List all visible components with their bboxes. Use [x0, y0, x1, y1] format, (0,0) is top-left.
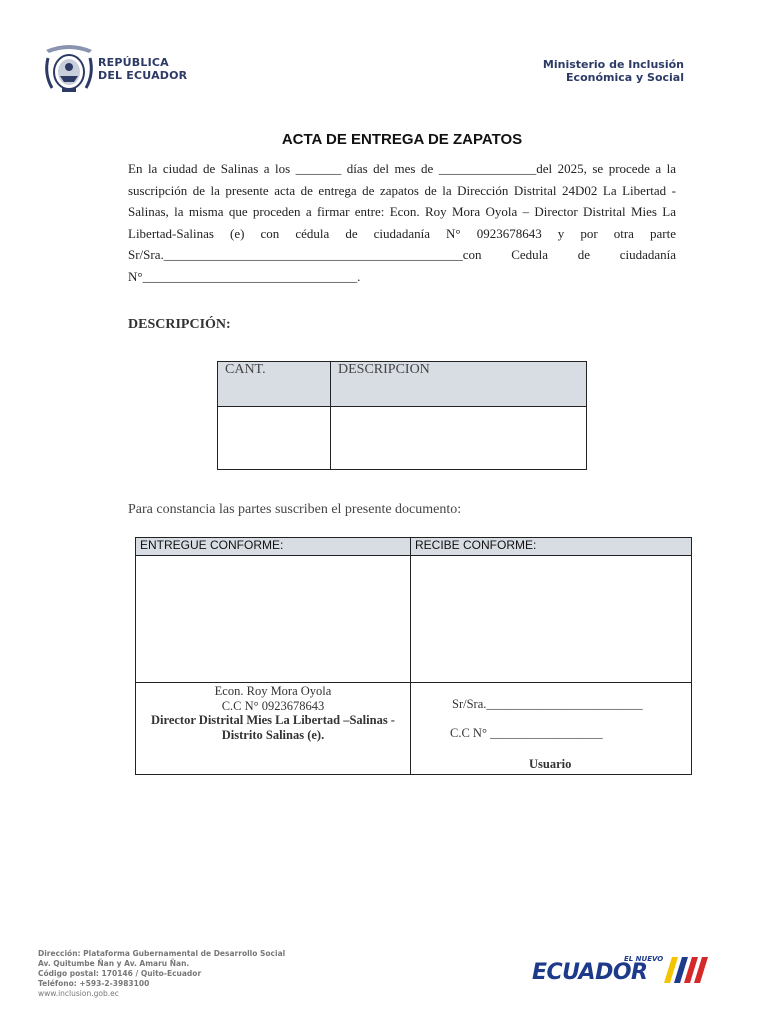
paragraph-line: N°_________________________________.	[128, 268, 361, 284]
el-nuevo-ecuador-logo	[532, 955, 712, 989]
delivered-header: ENTREGUE CONFORME:	[136, 538, 411, 556]
document-title: ACTA DE ENTREGA DE ZAPATOS	[281, 131, 523, 148]
constancia-text: Para constancia las partes suscriben el presente documento:	[128, 502, 462, 517]
republic-line-2: DEL ECUADOR	[98, 69, 188, 82]
paragraph-line: En la ciudad de Salinas a los _______ días del mes de _______________del 2025, se procede a la	[128, 161, 676, 176]
brand-small-text: EL NUEVO	[624, 955, 664, 963]
ministry-line-2: Económica y Social	[566, 71, 684, 84]
items-table-header	[218, 362, 587, 407]
description-header: DESCRIPCION	[331, 362, 587, 407]
intro-paragraph	[128, 158, 676, 288]
republica-ecuador-logo	[40, 38, 190, 98]
signature-space-row	[136, 556, 692, 683]
footer-line-4: Teléfono: +593-2-3983100	[38, 979, 150, 988]
signature-details-row	[136, 683, 692, 775]
qty-header: CANT.	[218, 362, 331, 407]
ministry-line-1: Ministerio de Inclusión	[542, 58, 684, 71]
delivered-signatory	[136, 683, 411, 775]
received-signatory	[411, 683, 692, 775]
paragraph-line: Sr/Sra.______________________________________________con Cedula de ciudadanía	[128, 247, 676, 263]
description-heading: DESCRIPCIÓN:	[128, 317, 231, 332]
footer-address	[38, 949, 285, 999]
signature-table-header	[136, 538, 692, 556]
ministry-name	[543, 58, 684, 84]
received-signature-space	[411, 556, 692, 683]
items-table-row	[218, 407, 587, 470]
paragraph-line: suscripción de la presente acta de entrega de zapatos de la Dirección Distrital 24D02 La Libertad -	[128, 182, 676, 198]
received-role: Usuario	[529, 757, 572, 771]
delivered-id: C.C N° 0923678643	[221, 698, 325, 713]
brand-big-text: ECUADOR	[532, 960, 648, 985]
items-table	[217, 361, 587, 470]
delivered-title: Director Distrital Mies La Libertad –Salinas - Distrito Salinas (e).	[151, 713, 395, 742]
paragraph-line: Libertad-Salinas (e) con cédula de ciudadanía N° 0923678643 y por otra parte	[128, 225, 676, 241]
footer-line-3: Código postal: 170146 / Quito-Ecuador	[38, 969, 202, 978]
received-name: Sr/Sra._________________________	[452, 697, 643, 711]
republic-line-1: REPÚBLICA	[98, 56, 169, 69]
footer-line-2: Av. Quitumbe Ñan y Av. Amaru Ñan.	[38, 959, 190, 968]
footer-line-1: Dirección: Plataforma Gubernamental de Desarrollo Social	[38, 949, 286, 958]
received-id: C.C N° __________________	[450, 726, 603, 740]
coat-of-arms-icon	[40, 38, 98, 96]
flag-stripes-icon	[664, 957, 712, 985]
signature-table	[135, 537, 692, 775]
footer-line-5: www.inclusion.gob.ec	[38, 989, 119, 998]
qty-cell	[218, 407, 331, 470]
delivered-signature-space	[136, 556, 411, 683]
paragraph-line: Salinas, la misma que proceden a firmar entre: Econ. Roy Mora Oyola – Director Distrital Mies La	[128, 204, 676, 220]
description-cell	[331, 407, 587, 470]
delivered-name: Econ. Roy Mora Oyola	[214, 684, 332, 698]
received-header: RECIBE CONFORME:	[411, 538, 692, 556]
